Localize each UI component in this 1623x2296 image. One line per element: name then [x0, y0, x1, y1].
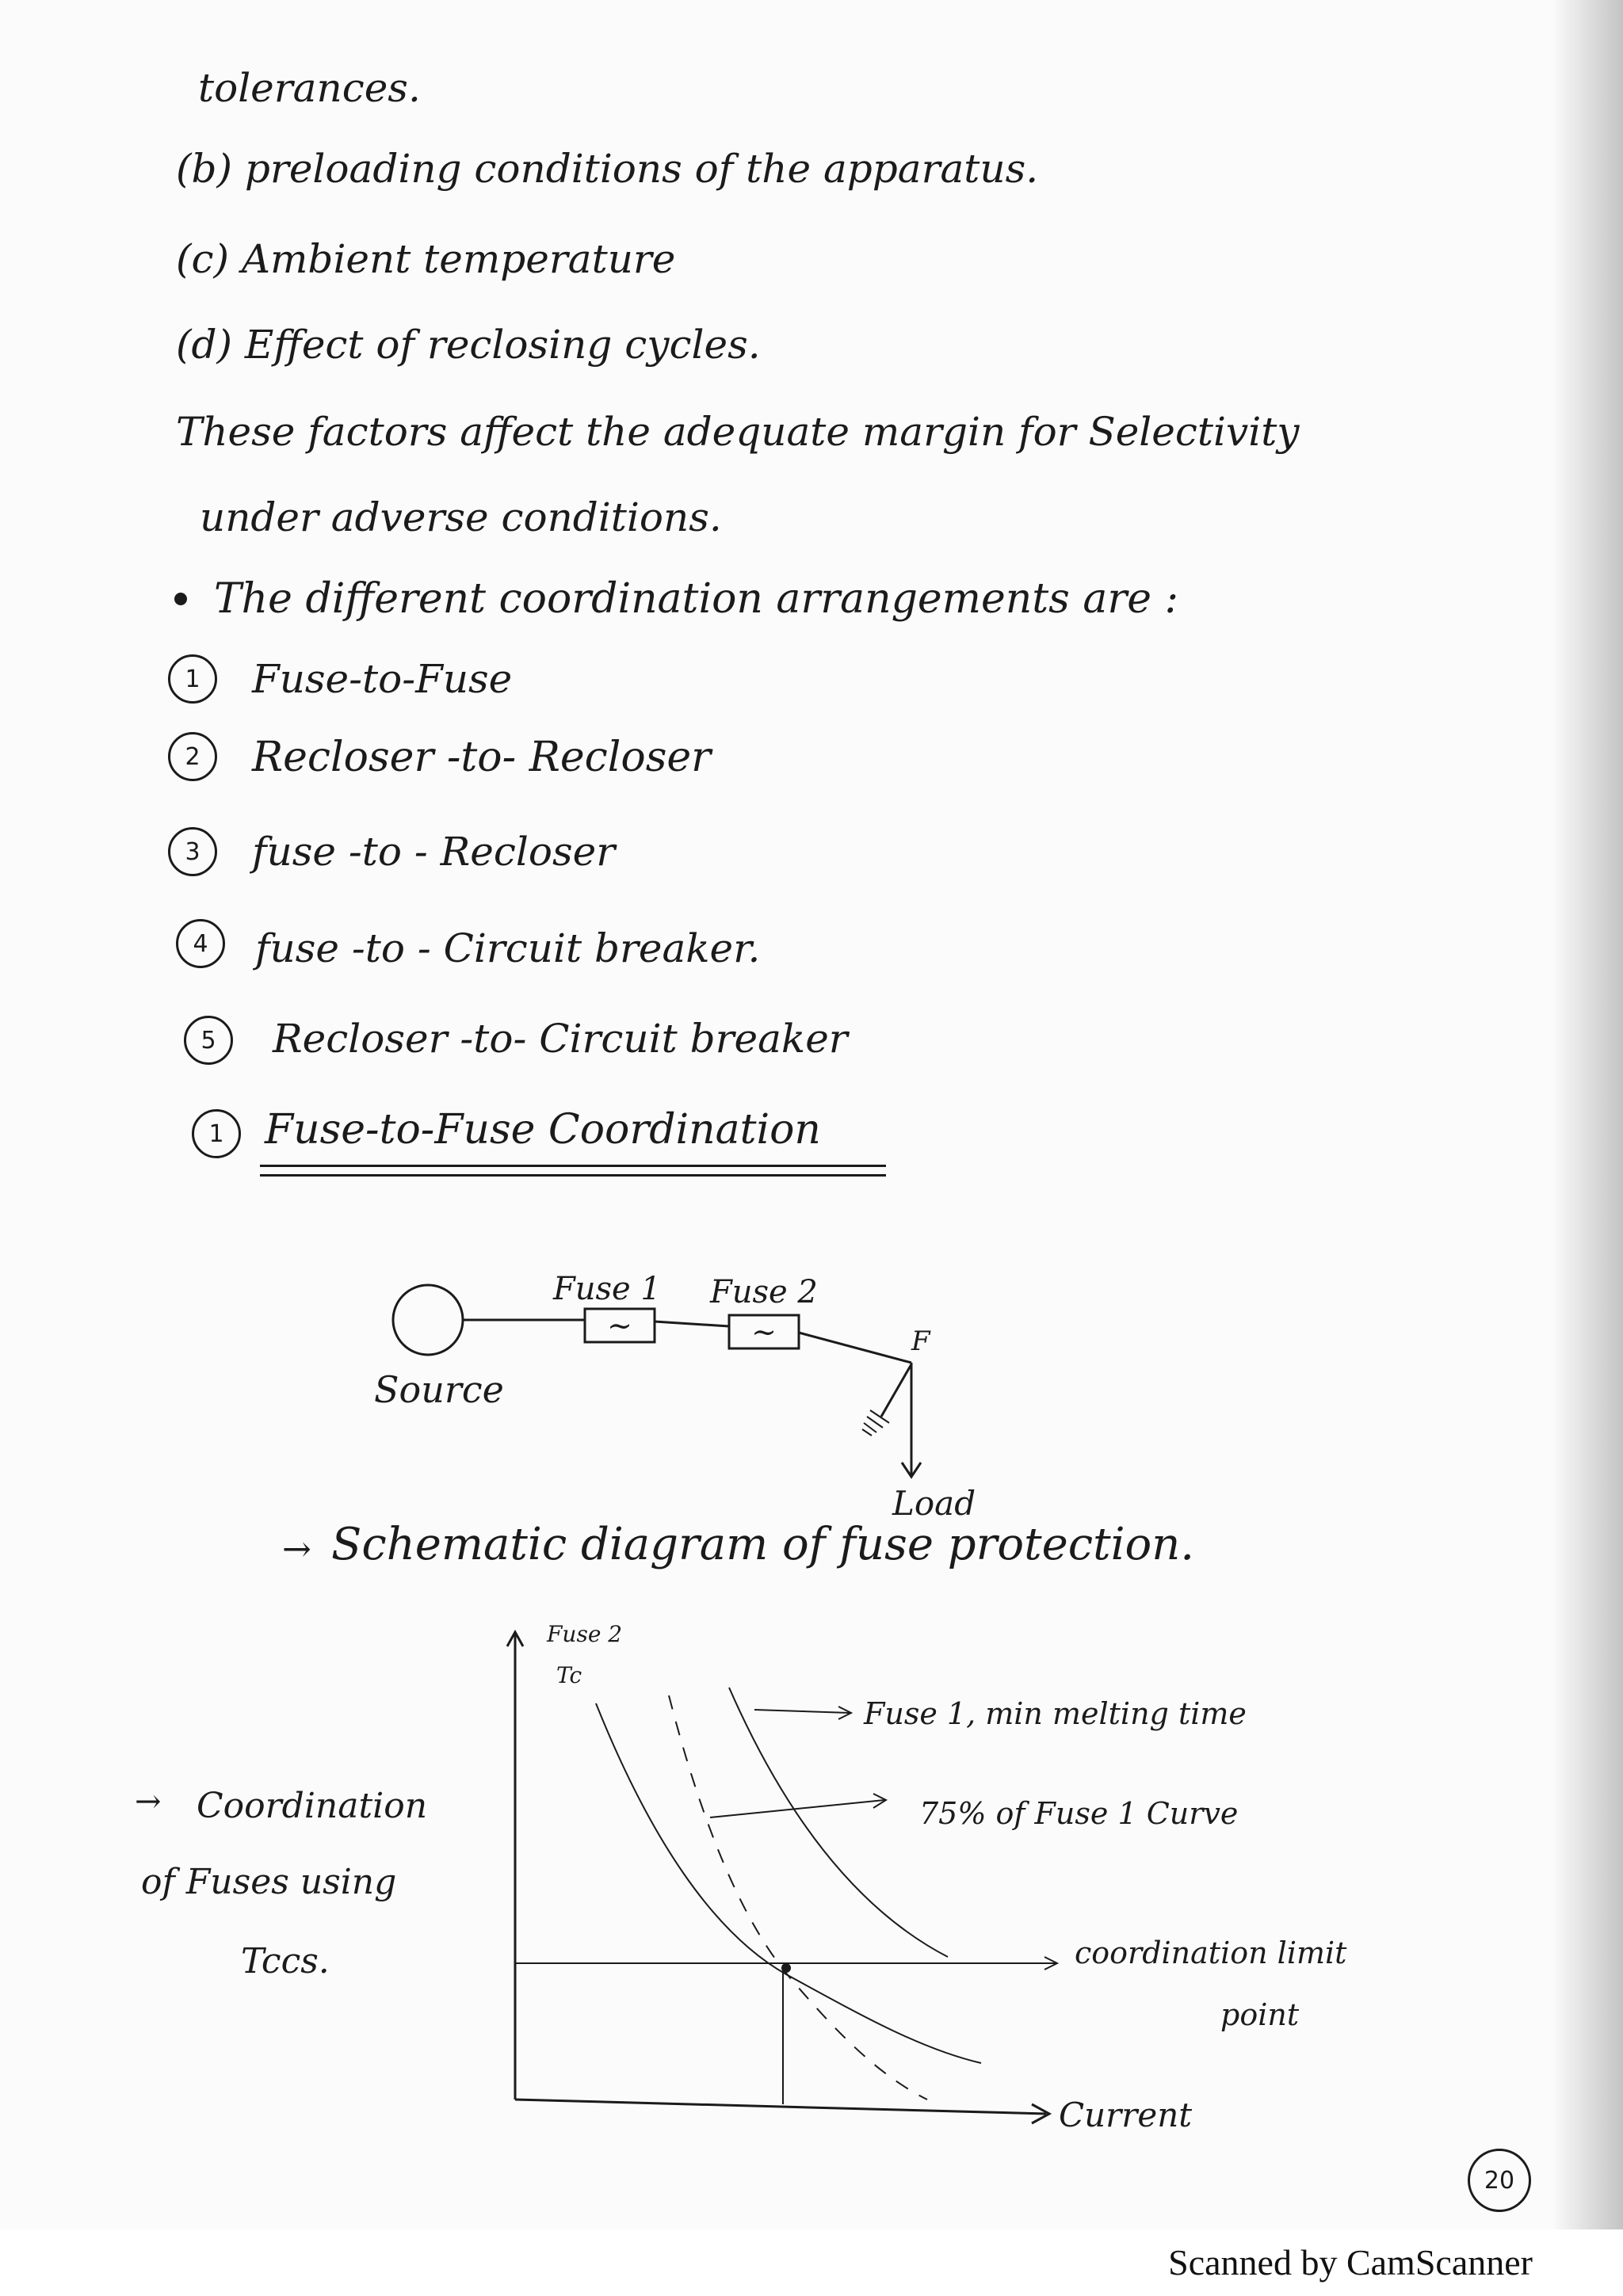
line-factors-1: These factors affect the adequate margin for Selectivity — [176, 409, 1300, 455]
side-note-line-3: Tccs. — [241, 1941, 330, 1981]
page-number-circle: 20 — [1468, 2149, 1531, 2212]
schematic-caption: Schematic diagram of fuse protection. — [331, 1519, 1195, 1570]
caption-arrow: → — [282, 1529, 311, 1569]
tcc-curve1-label: Fuse 1, min melting time — [864, 1696, 1247, 1731]
section-number-circle: 1 — [192, 1109, 241, 1158]
number-circle-2: 2 — [168, 732, 217, 781]
section-heading: Fuse-to-Fuse Coordination — [265, 1106, 821, 1154]
line-item-c: (c) Ambient temperature — [176, 236, 676, 282]
leader-curve1 — [754, 1710, 850, 1713]
line-factors-2: under adverse conditions. — [200, 494, 722, 540]
coordination-limit-dot — [781, 1963, 791, 1973]
tcc-limit-label-1: coordination limit — [1075, 1936, 1347, 1970]
tcc-curve2-label: 75% of Fuse 1 Curve — [919, 1796, 1239, 1831]
fuse2-curve — [596, 1703, 981, 2063]
line-tolerances: tolerances. — [198, 65, 421, 111]
arrangement-4-label: fuse -to - Circuit breaker. — [255, 925, 761, 971]
tcc-y-label-2: Tc — [556, 1662, 582, 1688]
tcc-y-label-1: Fuse 2 — [547, 1621, 623, 1647]
number-circle-3: 3 — [168, 827, 217, 876]
line-item-d: (d) Effect of reclosing cycles. — [176, 322, 761, 368]
side-note-line-2: of Fuses using — [141, 1862, 397, 1902]
number-circle-5: 5 — [184, 1016, 233, 1065]
fuse2-label: Fuse 2 — [710, 1274, 818, 1310]
side-note-line-1: Coordination — [197, 1786, 428, 1826]
tcc-x-label: Current — [1059, 2096, 1193, 2134]
fault-label: F — [911, 1325, 930, 1357]
arrangement-3-label: fuse -to - Recloser — [252, 829, 616, 875]
line-arrangements-intro: The different coordination arrangements are : — [214, 575, 1179, 623]
fuse1-glyph: ~ — [607, 1308, 632, 1343]
fuse1-75-percent-curve — [669, 1695, 927, 2100]
arrangement-1-label: Fuse-to-Fuse — [252, 656, 513, 702]
number-circle-1: 1 — [168, 654, 217, 704]
tcc-x-axis — [515, 2100, 1046, 2114]
camscanner-footer: Scanned by CamScanner — [1168, 2242, 1533, 2283]
load-label: Load — [892, 1484, 976, 1523]
arrangement-2-label: Recloser -to- Recloser — [252, 734, 712, 781]
arrangement-5-label: Recloser -to- Circuit breaker — [273, 1016, 848, 1062]
line-item-b: (b) preloading conditions of the apparatus. — [176, 146, 1039, 192]
number-circle-4: 4 — [176, 919, 225, 968]
fuse2-glyph: ~ — [751, 1314, 777, 1349]
side-note-arrow: → — [135, 1783, 162, 1820]
fuse1-label: Fuse 1 — [553, 1271, 661, 1307]
source-label: Source — [374, 1368, 504, 1411]
tcc-limit-label-2: point — [1220, 1997, 1300, 2032]
